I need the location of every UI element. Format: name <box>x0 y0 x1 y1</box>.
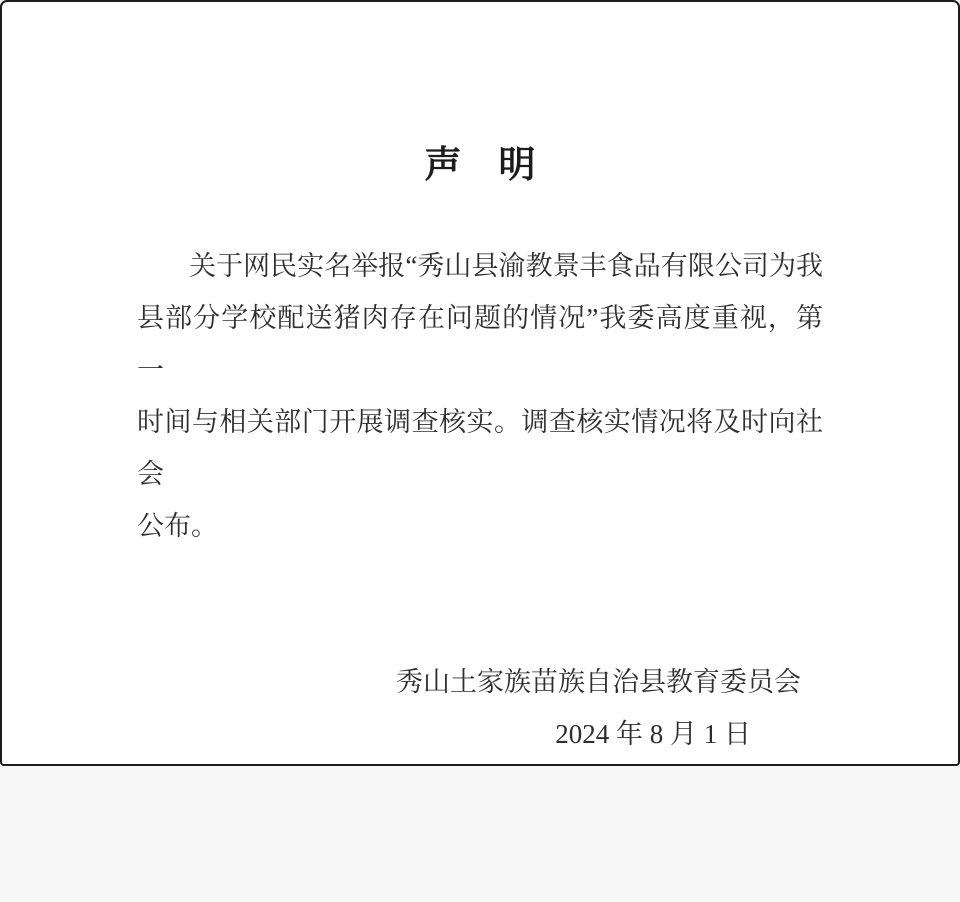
paragraph-line-4: 公布。 <box>137 511 218 541</box>
signature-line: 秀山土家族苗族自治县教育委员会 <box>396 667 801 697</box>
date-line: 2024 年 8 月 1 日 <box>555 719 751 749</box>
page-title: 声 明 <box>424 145 536 186</box>
paragraph-line-3: 时间与相关部门开展调查核实。调查核实情况将及时向社会 <box>137 407 823 489</box>
paragraph-line-2: 县部分学校配送猪肉存在问题的情况”我委高度重视，第一 <box>137 303 823 385</box>
paragraph-line-1: 关于网民实名举报“秀山县渝教景丰食品有限公司为我 <box>189 251 823 281</box>
statement-paragraph <box>137 240 823 552</box>
statement-page <box>2 140 958 902</box>
